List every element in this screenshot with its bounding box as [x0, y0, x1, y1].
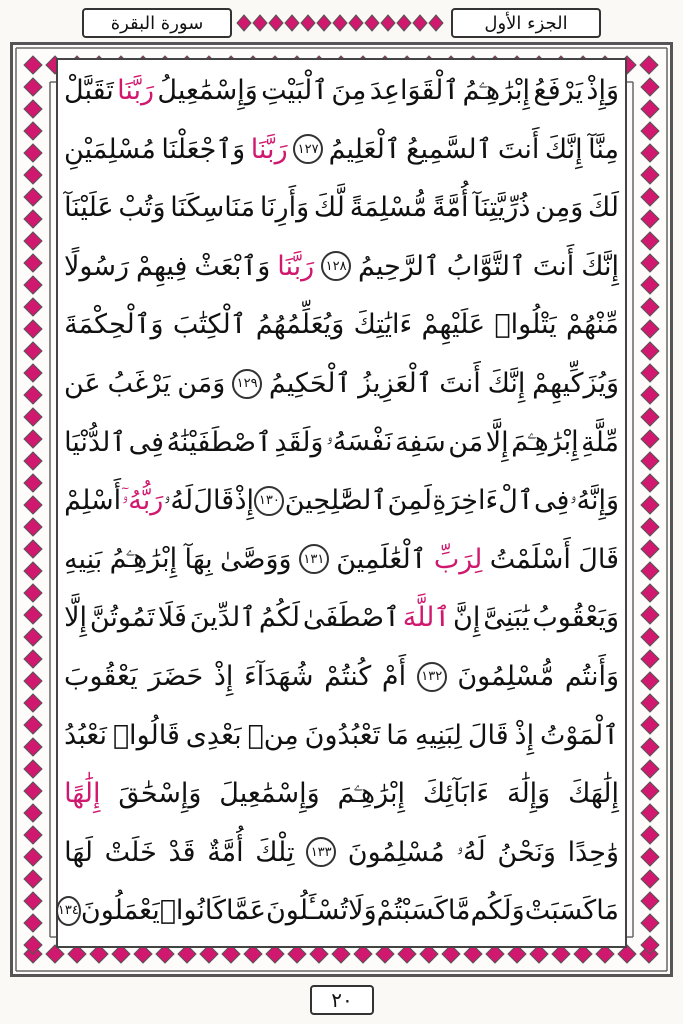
- word: ٱلْعَلِيمُ: [328, 133, 401, 165]
- header-diamond: [349, 15, 363, 31]
- word: وَنَحْنُ: [497, 836, 556, 868]
- word: وَيُعَلِّمُهُمُ: [255, 309, 345, 341]
- header-diamond: [429, 15, 443, 31]
- ayah-number-marker: ١٣٣: [306, 837, 336, 867]
- text-line: [64, 472, 619, 529]
- word: وَٱجْعَلْنَا: [161, 133, 246, 165]
- word: إِنَّكَ: [544, 133, 583, 165]
- word: إِذْ: [213, 661, 234, 692]
- word: ٱلدِّينَ: [189, 602, 257, 634]
- word: قَدْ: [168, 836, 196, 868]
- word: ٱلْعَزِيزُ: [358, 368, 433, 399]
- word: يَرْفَعُ: [533, 75, 584, 106]
- word: ءَايَٰتِكَ: [353, 309, 413, 341]
- word: سَفِهَ: [394, 426, 446, 458]
- highlighted-word: رَبَّنَا: [277, 250, 315, 282]
- text-line: [64, 765, 619, 822]
- word: إِذْ: [234, 485, 255, 517]
- header-diamond: [381, 15, 395, 31]
- word: يَعْمَلُونَ: [80, 895, 160, 927]
- word: لَهُۥ: [456, 836, 486, 868]
- word: رَسُولًا: [64, 250, 130, 282]
- word: إِبْرَٰهِـۧمَ: [337, 777, 406, 809]
- word: مَا: [596, 895, 619, 927]
- word: وَإِسْحَٰقَ: [118, 778, 202, 810]
- word: أَنتَ: [532, 250, 575, 282]
- word: فِى: [533, 485, 570, 517]
- header-diamond: [317, 15, 331, 31]
- word: مَّا: [447, 895, 471, 927]
- word: ٱلْكِتَٰبَ: [172, 309, 247, 341]
- word: بِهَآ: [184, 543, 213, 575]
- word: ٱلسَّمِيعُ: [406, 133, 493, 165]
- word: وَمَن: [177, 368, 226, 399]
- word: مُسْلِمَيْنِ: [64, 133, 156, 165]
- word: أَنتَ: [439, 368, 481, 399]
- word: يَرْغَبُ: [107, 368, 171, 399]
- word: إِنَّ: [453, 602, 481, 634]
- word: ٱلرَّحِيمُ: [358, 250, 440, 282]
- word: لَهَا: [64, 836, 94, 868]
- word: ٱلدُّنْيَا: [64, 426, 127, 458]
- text-line: [64, 589, 619, 646]
- word: نَفْسَهُۥ: [325, 426, 393, 458]
- word: مُّسْلِمَةً: [349, 192, 428, 224]
- word: ٱلْحَكِيمُ: [268, 368, 352, 399]
- ayah-number-marker: ١٢٨: [321, 251, 351, 281]
- highlighted-word: ٱللَّهَ: [402, 602, 451, 634]
- word: ٱصْطَفَىٰ: [302, 602, 400, 634]
- ayah-number-marker: ١٢٩: [232, 369, 262, 399]
- text-line: [64, 824, 619, 881]
- word: قَالَ: [467, 719, 509, 751]
- word: وَمِن: [535, 192, 584, 224]
- word: تَقَبَّلْ: [64, 75, 114, 106]
- highlighted-word: رَبَّنَا: [117, 75, 155, 106]
- word: إِنَّكَ: [487, 368, 526, 399]
- word: ءَابَآئِكَ: [422, 778, 490, 810]
- text-line: [64, 414, 619, 471]
- word: بَعْدِى: [185, 719, 242, 751]
- text-line: [64, 296, 619, 353]
- word: ٱلصَّٰلِحِينَ: [284, 485, 388, 517]
- word: ذُرِّيَّتِنَآ: [473, 192, 531, 224]
- word: وَٱلْحِكْمَةَ: [64, 309, 164, 341]
- word: لَكَ: [588, 192, 619, 224]
- text-line: [64, 238, 619, 295]
- word: نَعْبُدُ: [64, 719, 107, 751]
- word: إِذْ: [514, 719, 535, 751]
- word: وَأَرِنَا: [259, 192, 310, 224]
- word: لِبَنِيهِ: [414, 719, 462, 751]
- word: لَكُمُ: [258, 602, 300, 634]
- word: مِّلَّةِ: [581, 426, 619, 458]
- juz-header: [451, 8, 601, 38]
- word: ٱلْبَيْتِ: [261, 75, 329, 106]
- header-ornament: [236, 8, 447, 38]
- word: مِنۢ: [247, 719, 299, 751]
- highlighted-word: رَبُّهُۥٓ: [121, 484, 164, 516]
- word: وَإِنَّهُۥ: [569, 484, 619, 516]
- ayah-number-marker: ١٣١: [299, 544, 329, 574]
- word: وَأَنتُم: [564, 661, 619, 692]
- text-line: [64, 531, 619, 588]
- header-diamond: [397, 15, 411, 31]
- word: وَإِذْ: [586, 75, 619, 106]
- word: ٱصْطَفَيْنَٰهُ: [166, 426, 272, 458]
- word: أُمَّةً: [432, 192, 469, 224]
- word: إِلَّا: [485, 426, 509, 458]
- header-diamond: [253, 15, 267, 31]
- word: كَسَبَتْ: [524, 895, 597, 927]
- word: حَضَرَ: [148, 661, 204, 692]
- word: لَهُۥ: [163, 484, 194, 516]
- word: بَنِيهِ: [64, 543, 103, 575]
- page-number-box: [310, 985, 374, 1015]
- word: خَلَتْ: [104, 836, 157, 868]
- word: مِّنْهُمْ: [565, 309, 619, 341]
- text-line: [64, 179, 619, 236]
- word: إِبْرَٰهِـۧمُ: [462, 74, 531, 106]
- header-diamond: [365, 15, 379, 31]
- word: تِلْكَ: [255, 836, 295, 868]
- word: شُهَدَآءَ: [244, 661, 314, 692]
- word: مَن: [448, 426, 484, 458]
- word: تَمُوتُنَّ: [89, 602, 155, 634]
- word: وَتُبْ: [118, 192, 166, 224]
- word: وَلَا: [348, 895, 377, 927]
- word: قَالَ: [578, 543, 619, 575]
- word: إِبْرَٰهِـۧمُ: [109, 543, 178, 575]
- text-line: [64, 355, 619, 412]
- word: مَا: [386, 719, 409, 751]
- ayah-number-marker: ١٢٧: [293, 134, 323, 164]
- word: كُنتُمْ: [324, 661, 372, 692]
- word: أَمْ: [381, 661, 407, 692]
- word: أَنتَ: [497, 133, 540, 165]
- header-diamond: [269, 15, 283, 31]
- word: فَلَا: [157, 602, 187, 634]
- text-line: [64, 707, 619, 764]
- word: لَمِنَ: [387, 485, 432, 517]
- page-number: ٢٠: [331, 988, 353, 1012]
- word: إِلَٰهَكَ: [568, 778, 619, 810]
- word: ٱلْمَوْتُ: [539, 719, 619, 751]
- highlighted-word: لِرَبِّ: [433, 543, 483, 575]
- word: وَإِسْمَٰعِيلُ: [157, 75, 258, 106]
- word: أُمَّةٌ: [207, 836, 244, 868]
- surah-name: سورة البقرة: [110, 12, 204, 34]
- word: عَن: [64, 368, 101, 399]
- word: وَٱبْعَثْ: [194, 250, 271, 282]
- word: وَوَصَّىٰ: [220, 543, 292, 575]
- text-line: [57, 882, 619, 939]
- header-diamond: [237, 15, 251, 31]
- text-line: [64, 121, 619, 178]
- ayah-number-marker: ١٣٢: [417, 662, 447, 692]
- header-diamond: [413, 15, 427, 31]
- word: فِى: [128, 426, 165, 458]
- juz-name: الجزء الأول: [484, 12, 568, 34]
- header-diamond: [333, 15, 347, 31]
- word: إِبْرَٰهِـۧمَ: [511, 426, 579, 458]
- word: وَيُزَكِّيهِمْ: [532, 368, 619, 399]
- word: وَٰحِدًا: [567, 836, 619, 868]
- word: فِيهِمْ: [135, 250, 188, 282]
- word: يَعْقُوبَ: [64, 661, 138, 692]
- word: ٱلتَّوَّابُ: [446, 250, 526, 282]
- word: يَٰبَنِىَّ: [483, 602, 530, 634]
- word: أَسْلِمْ: [64, 485, 122, 517]
- word: وَيَعْقُوبُ: [532, 602, 619, 634]
- word: قَالُوا۟: [112, 719, 180, 751]
- word: مِنَ: [331, 75, 367, 106]
- header-diamond: [301, 15, 315, 31]
- word: كَسَبْتُمْ: [376, 895, 448, 927]
- word: يَتْلُوا۟: [494, 309, 557, 341]
- word: مِنَّآ: [588, 133, 619, 165]
- text-line: [64, 648, 619, 705]
- word: ٱلْقَوَاعِدَ: [369, 75, 460, 106]
- word: ٱلْعَٰلَمِينَ: [336, 543, 427, 575]
- word: وَلَقَدِ: [274, 426, 324, 458]
- word: عَمَّا: [225, 895, 266, 927]
- ayah-number-marker: ١٣٤: [56, 896, 81, 926]
- word: قَالَ: [193, 485, 235, 517]
- word: عَلَيْنَآ: [64, 192, 114, 224]
- word: وَإِلَٰهَ: [506, 778, 551, 810]
- highlighted-word: رَبَّنَا: [250, 133, 288, 165]
- word: مُّسْلِمُونَ: [457, 661, 555, 692]
- word: وَإِسْمَٰعِيلَ: [219, 778, 320, 810]
- word: تَعْبُدُونَ: [304, 719, 381, 751]
- word: وَلَكُم: [470, 895, 525, 927]
- text-line: [64, 62, 619, 119]
- word: أَسْلَمْتُ: [489, 543, 571, 575]
- ayah-number-marker: ١٣٠: [254, 486, 284, 516]
- word: إِنَّكَ: [581, 250, 619, 282]
- word: عَلَيْهِمْ: [421, 309, 486, 341]
- surah-name-header: [82, 8, 232, 38]
- word: تُسْـَٔلُونَ: [265, 895, 349, 927]
- word: إِلَّا: [64, 602, 88, 634]
- quran-text: [57, 62, 619, 942]
- word: مُسْلِمُونَ: [347, 836, 445, 868]
- word: ٱلْءَاخِرَةِ: [432, 485, 534, 517]
- highlighted-word: إِلَٰهًا: [64, 778, 101, 810]
- word: لَّكَ: [313, 192, 345, 224]
- word: مَنَاسِكَنَا: [170, 192, 256, 224]
- word: كَانُوا۟: [159, 895, 226, 927]
- header-diamond: [285, 15, 299, 31]
